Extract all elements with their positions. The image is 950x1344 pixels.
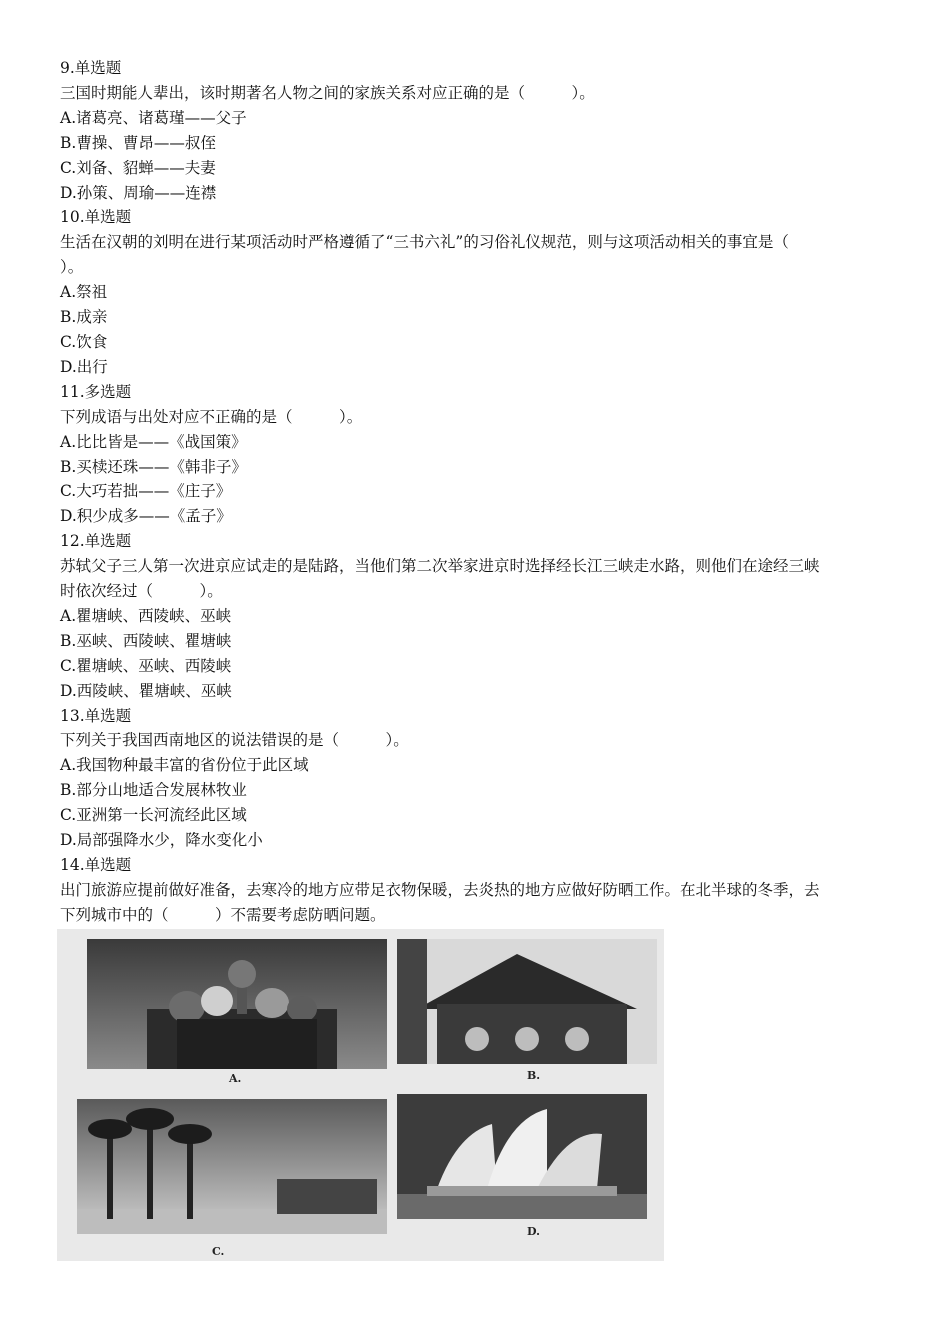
question-10: [60, 205, 890, 379]
caption-b: B.: [527, 1069, 541, 1082]
question-stem: 三国时期能人辈出，该时期著名人物之间的家族关系对应正确的是（ ）。: [60, 83, 595, 102]
question-list: [60, 56, 890, 928]
option-a[interactable]: A.祭祖: [60, 283, 108, 302]
option-c[interactable]: C.大巧若拙——《庄子》: [60, 482, 232, 501]
question-header: 12.单选题: [60, 532, 132, 551]
question-stem-cont: 时依次经过（ ）。: [60, 582, 223, 601]
question-13: [60, 704, 890, 853]
option-b[interactable]: B.买椟还珠——《韩非子》: [60, 457, 247, 476]
option-c[interactable]: C.瞿塘峡、巫峡、西陵峡: [60, 656, 232, 675]
question-stem: 下列成语与出处对应不正确的是（ ）。: [60, 407, 363, 426]
caption-d: D.: [527, 1225, 540, 1238]
option-d[interactable]: D.积少成多——《孟子》: [60, 507, 232, 526]
question-14-photo-grid: [57, 929, 664, 1261]
option-d[interactable]: D.局部强降水少，降水变化小: [60, 831, 263, 850]
question-stem: 下列关于我国西南地区的说法错误的是（ ）。: [60, 731, 409, 750]
question-header: 14.单选题: [60, 856, 132, 874]
option-a[interactable]: A.比比皆是——《战国策》: [60, 432, 247, 451]
question-stem: 苏轼父子三人第一次进京应试走的是陆路，当他们第二次举家进京时选择经长江三峡走水路，则他们在途经三峡: [60, 557, 820, 576]
question-14: [60, 853, 890, 928]
option-b[interactable]: B.曹操、曹昂——叔侄: [60, 133, 216, 152]
question-stem: 生活在汉朝的刘明在进行某项活动时严格遵循了“三书六礼”的习俗礼仪规范，则与这项活动相关的事宜是（: [60, 233, 789, 252]
option-b[interactable]: B.部分山地适合发展林牧业: [60, 781, 247, 800]
option-d[interactable]: D.出行: [60, 357, 108, 376]
option-c[interactable]: C.刘备、貂蝉——夫妻: [60, 158, 216, 177]
question-11: [60, 380, 890, 529]
photo-b-tropical-building: [397, 939, 657, 1064]
photo-a-cathedral: [87, 939, 387, 1069]
question-header: 13.单选题: [60, 706, 132, 725]
caption-c: C.: [212, 1245, 225, 1258]
question-stem: 出门旅游应提前做好准备，去寒冷的地方应带足衣物保暖，去炎热的地方应做好防晒工作。在北半球的冬季，去: [60, 880, 820, 899]
option-d[interactable]: D.西陵峡、瞿塘峡、巫峡: [60, 681, 232, 700]
caption-a: A.: [229, 1072, 242, 1085]
question-9: [60, 56, 890, 205]
question-stem-cont: ）。: [60, 258, 84, 277]
option-d[interactable]: D.孙策、周瑜——连襟: [60, 183, 217, 202]
question-12: [60, 529, 890, 703]
option-a[interactable]: A.诸葛亮、诸葛瑾——父子: [60, 108, 247, 127]
photo-c-palm-beach: [77, 1099, 387, 1234]
option-c[interactable]: C.亚洲第一长河流经此区域: [60, 806, 247, 825]
question-stem-cont: 下列城市中的（ ）不需要考虑防晒问题。: [60, 905, 386, 924]
photo-d-opera-house: [397, 1094, 647, 1219]
question-header: 9.单选题: [60, 59, 122, 77]
option-b[interactable]: B.成亲: [60, 308, 108, 327]
question-header: 10.单选题: [60, 208, 132, 227]
option-a[interactable]: A.我国物种最丰富的省份位于此区域: [60, 756, 309, 775]
question-header: 11.多选题: [60, 382, 132, 401]
option-c[interactable]: C.饮食: [60, 332, 108, 351]
option-a[interactable]: A.瞿塘峡、西陵峡、巫峡: [60, 606, 232, 625]
option-b[interactable]: B.巫峡、西陵峡、瞿塘峡: [60, 631, 232, 650]
